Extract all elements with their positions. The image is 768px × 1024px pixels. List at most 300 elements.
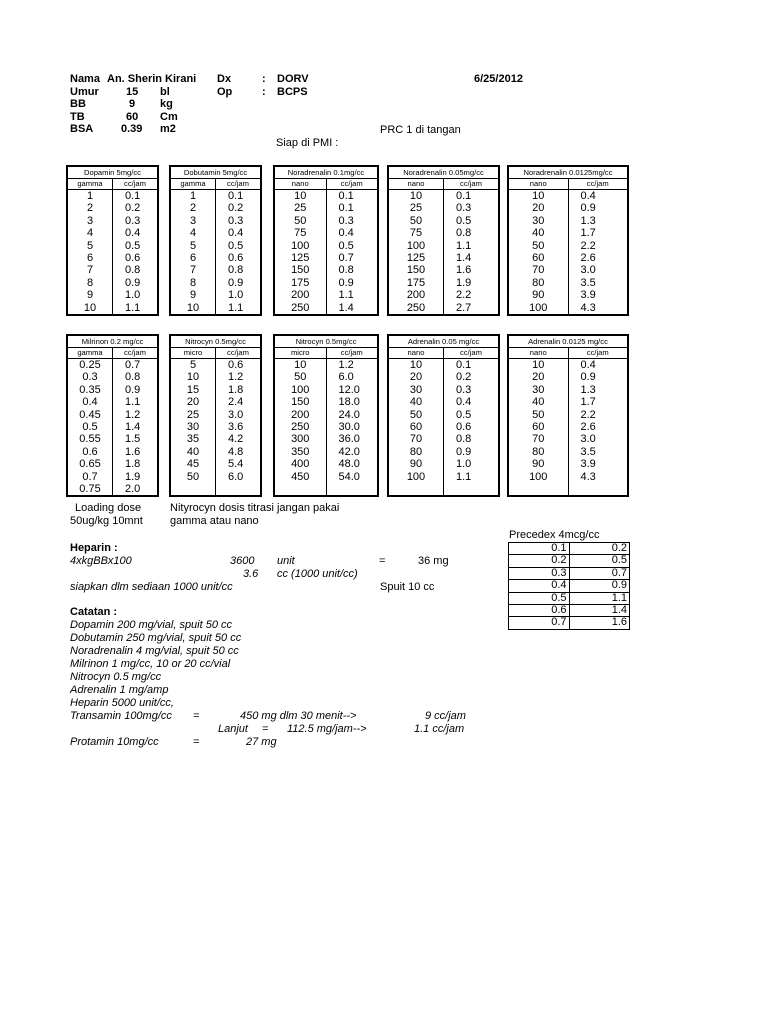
table-cell: 9 — [67, 289, 113, 301]
table-cell: 0.9 — [113, 277, 159, 289]
table-row — [388, 252, 499, 264]
table-cell: 1.7 — [568, 227, 628, 239]
table-cell: 7 — [170, 264, 216, 276]
table-row — [67, 289, 158, 301]
table-cell: 70 — [508, 264, 568, 276]
table-row — [170, 252, 261, 264]
table-row — [274, 289, 378, 301]
table-cell: 30 — [170, 421, 216, 433]
table-row — [388, 227, 499, 239]
table-cell: 150 — [388, 264, 444, 276]
table-row — [67, 471, 158, 483]
table-row — [170, 289, 261, 301]
table-cell: 48.0 — [326, 458, 378, 470]
table-cell: 0.9 — [568, 371, 628, 383]
table-cell: 30 — [508, 384, 568, 396]
table-cell: 60 — [508, 252, 568, 264]
table-row — [274, 421, 378, 433]
table-cell: 6 — [170, 252, 216, 264]
table-title: Nitrocyn 0.5mg/cc — [274, 335, 378, 348]
table-row — [274, 458, 378, 470]
table-row — [274, 277, 378, 289]
table-title: Nitrocyn 0.5mg/cc — [170, 335, 261, 348]
column-header: nano — [274, 179, 326, 190]
table-cell: 1.1 — [444, 471, 500, 483]
table-cell: 0.8 — [326, 264, 378, 276]
table-cell: 250 — [274, 302, 326, 315]
table-cell: 0.9 — [569, 580, 630, 592]
table-cell: 0.9 — [216, 277, 262, 289]
table-cell: 10 — [274, 190, 326, 203]
table-cell: 25 — [388, 202, 444, 214]
precedex-table — [508, 542, 630, 630]
table-row — [274, 252, 378, 264]
table-cell: 3 — [170, 215, 216, 227]
table-title: Adrenalin 0.05 mg/cc — [388, 335, 499, 348]
table-cell — [388, 483, 444, 496]
table-cell: 1.9 — [113, 471, 159, 483]
table-cell — [568, 483, 628, 496]
table-cell: 0.35 — [67, 384, 113, 396]
column-header: nano — [508, 348, 568, 359]
table-row — [388, 240, 499, 252]
table-cell: 2.2 — [444, 289, 500, 301]
table-row — [67, 252, 158, 264]
table-cell: 2.2 — [568, 409, 628, 421]
bsa-label: BSA — [70, 123, 94, 135]
dosage-table — [273, 334, 379, 497]
table-row — [274, 227, 378, 239]
protamin-eq: = — [193, 736, 200, 748]
table-cell: 0.7 — [509, 617, 570, 629]
table-cell: 0.8 — [113, 371, 159, 383]
dosage-table — [387, 334, 500, 497]
column-header: cc/jam — [444, 179, 500, 190]
table-cell: 1.0 — [216, 289, 262, 301]
list-item: Dopamin 200 mg/vial, spuit 50 cc — [70, 619, 233, 631]
table-cell: 30 — [508, 215, 568, 227]
table-row — [170, 202, 261, 214]
table-row — [388, 359, 499, 372]
table-cell: 1.7 — [568, 396, 628, 408]
transamin-dose: 450 mg dlm 30 menit--> — [240, 710, 357, 722]
table-row — [508, 371, 628, 383]
table-cell: 1.1 — [569, 592, 630, 604]
table-cell: 0.2 — [216, 202, 262, 214]
table-cell — [274, 483, 326, 496]
table-cell: 1.1 — [113, 396, 159, 408]
table-cell — [508, 483, 568, 496]
table-cell: 0.5 — [569, 555, 630, 567]
table-row — [67, 396, 158, 408]
table-cell: 50 — [388, 215, 444, 227]
table-cell: 10 — [388, 190, 444, 203]
table-cell: 0.1 — [444, 359, 500, 372]
table-cell: 0.6 — [67, 446, 113, 458]
table-row — [67, 302, 158, 315]
table-row — [509, 580, 630, 592]
list-item: Dobutamin 250 mg/vial, spuit 50 cc — [70, 632, 242, 644]
table-cell: 0.2 — [444, 371, 500, 383]
table-cell: 100 — [508, 302, 568, 315]
table-cell: 70 — [508, 433, 568, 445]
table-cell: 5 — [170, 240, 216, 252]
column-header: cc/jam — [216, 179, 262, 190]
bb-label: BB — [70, 98, 86, 110]
table-cell: 0.3 — [509, 567, 570, 579]
table-cell: 2.6 — [568, 421, 628, 433]
table-row — [508, 240, 628, 252]
table-row — [274, 215, 378, 227]
table-cell: 0.9 — [113, 384, 159, 396]
table-cell: 25 — [274, 202, 326, 214]
nitrocyn-note-1: Nityrocyn dosis titrasi jangan pakai — [170, 502, 340, 514]
dosage-table — [66, 334, 159, 497]
table-row — [508, 433, 628, 445]
table-cell: 70 — [388, 433, 444, 445]
table-row — [274, 384, 378, 396]
table-cell: 7 — [67, 264, 113, 276]
table-row — [388, 421, 499, 433]
table-row — [508, 302, 628, 315]
table-row — [508, 409, 628, 421]
table-cell: 60 — [508, 421, 568, 433]
table-cell: 1.3 — [568, 215, 628, 227]
table-row — [274, 302, 378, 315]
table-row — [388, 277, 499, 289]
list-item: Adrenalin 1 mg/amp — [70, 684, 169, 696]
table-row — [388, 264, 499, 276]
tb-label: TB — [70, 111, 85, 123]
column-header: nano — [388, 179, 444, 190]
nama-value: An. Sherin Kirani — [107, 73, 197, 85]
column-header: micro — [274, 348, 326, 359]
table-cell: 0.4 — [216, 227, 262, 239]
table-cell: 100 — [508, 471, 568, 483]
table-cell: 80 — [508, 277, 568, 289]
heparin-mg: 36 mg — [418, 555, 449, 567]
table-cell: 3.5 — [568, 446, 628, 458]
table-cell: 0.7 — [326, 252, 378, 264]
table-row — [508, 227, 628, 239]
table-cell: 300 — [274, 433, 326, 445]
table-title: Adrenalin 0.0125 mg/cc — [508, 335, 628, 348]
table-cell: 150 — [274, 396, 326, 408]
table-row — [508, 483, 628, 496]
heparin-spuit: Spuit 10 cc — [380, 581, 435, 593]
table-row — [274, 396, 378, 408]
table-cell: 100 — [388, 471, 444, 483]
lanjut-rate: 1.1 cc/jam — [414, 723, 465, 735]
table-cell: 175 — [274, 277, 326, 289]
table-cell: 1.1 — [113, 302, 159, 315]
table-cell: 50 — [170, 471, 216, 483]
table-cell: 0.7 — [113, 359, 159, 372]
table-row — [67, 190, 158, 203]
table-cell: 0.4 — [444, 396, 500, 408]
op-label: Op — [217, 86, 233, 98]
table-cell: 30.0 — [326, 421, 378, 433]
table-row — [388, 446, 499, 458]
loading-dose-value: 50ug/kg 10mnt — [70, 515, 143, 527]
table-cell: 0.6 — [444, 421, 500, 433]
table-cell: 10 — [67, 302, 113, 315]
table-row — [274, 433, 378, 445]
column-header: cc/jam — [568, 179, 628, 190]
table-row — [67, 202, 158, 214]
heparin-formula: 4xkgBBx100 — [70, 555, 132, 567]
table-cell: 0.3 — [444, 202, 500, 214]
table-cell: 5.4 — [216, 458, 262, 470]
table-cell: 1.9 — [444, 277, 500, 289]
table-cell: 0.2 — [569, 543, 630, 555]
table-cell: 1 — [170, 190, 216, 203]
table-cell: 0.5 — [67, 421, 113, 433]
table-row — [508, 421, 628, 433]
protamin-dose: 27 mg — [246, 736, 277, 748]
table-row — [170, 421, 261, 433]
op-value: BCPS — [277, 86, 308, 98]
table-cell: 5 — [170, 359, 216, 372]
list-item: Nitrocyn 0.5 mg/cc — [70, 671, 162, 683]
table-row — [170, 302, 261, 315]
table-row — [508, 396, 628, 408]
table-cell — [170, 483, 216, 496]
table-row — [274, 240, 378, 252]
table-cell: 12.0 — [326, 384, 378, 396]
table-cell: 9 — [170, 289, 216, 301]
table-cell: 250 — [388, 302, 444, 315]
table-cell: 20 — [170, 396, 216, 408]
table-row — [508, 458, 628, 470]
table-cell: 0.45 — [67, 409, 113, 421]
table-row — [509, 555, 630, 567]
table-cell: 0.4 — [326, 227, 378, 239]
table-title: Noradrenalin 0.05mg/cc — [388, 166, 499, 179]
table-cell: 50 — [388, 409, 444, 421]
dosage-table — [387, 165, 500, 316]
column-header: gamma — [170, 179, 216, 190]
table-cell: 0.8 — [444, 227, 500, 239]
table-row — [274, 483, 378, 496]
lanjut-eq: = — [262, 723, 269, 735]
table-row — [67, 421, 158, 433]
table-cell: 5 — [67, 240, 113, 252]
column-header: nano — [508, 179, 568, 190]
table-cell: 10 — [274, 359, 326, 372]
table-row — [274, 359, 378, 372]
table-cell: 8 — [67, 277, 113, 289]
precedex-title: Precedex 4mcg/cc — [509, 529, 600, 541]
table-row — [274, 471, 378, 483]
table-cell: 0.3 — [444, 384, 500, 396]
table-cell: 50 — [274, 215, 326, 227]
nama-label: Nama — [70, 73, 100, 85]
lanjut-dose: 112.5 mg/jam--> — [287, 723, 367, 735]
tb-unit: Cm — [160, 111, 178, 123]
table-cell: 42.0 — [326, 446, 378, 458]
table-cell: 0.1 — [326, 202, 378, 214]
nitrocyn-note-2: gamma atau nano — [170, 515, 259, 527]
table-row — [67, 277, 158, 289]
table-cell: 0.5 — [509, 592, 570, 604]
table-cell: 10 — [508, 190, 568, 203]
table-row — [388, 433, 499, 445]
table-cell: 1.2 — [113, 409, 159, 421]
table-cell — [216, 483, 262, 496]
table-cell: 0.3 — [67, 371, 113, 383]
bb-unit: kg — [160, 98, 173, 110]
table-cell: 4 — [170, 227, 216, 239]
table-cell: 10 — [508, 359, 568, 372]
table-row — [509, 567, 630, 579]
table-cell — [326, 483, 378, 496]
bb-value: 9 — [129, 98, 136, 110]
table-row — [274, 409, 378, 421]
table-cell: 0.7 — [67, 471, 113, 483]
table-cell: 200 — [274, 289, 326, 301]
table-row — [388, 190, 499, 203]
dx-label: Dx — [217, 73, 232, 85]
table-row — [67, 409, 158, 421]
table-row — [170, 471, 261, 483]
loading-dose-label: Loading dose — [75, 502, 142, 514]
table-cell: 1.4 — [326, 302, 378, 315]
table-row — [170, 433, 261, 445]
table-cell: 25 — [170, 409, 216, 421]
table-row — [67, 446, 158, 458]
table-cell: 50 — [508, 409, 568, 421]
table-cell: 125 — [388, 252, 444, 264]
table-cell: 0.3 — [216, 215, 262, 227]
table-cell: 0.25 — [67, 359, 113, 372]
table-cell: 450 — [274, 471, 326, 483]
table-cell: 2.7 — [444, 302, 500, 315]
table-cell: 0.9 — [326, 277, 378, 289]
dx-value: DORV — [277, 73, 309, 85]
table-title: Noradrenalin 0.1mg/cc — [274, 166, 378, 179]
table-row — [508, 471, 628, 483]
transamin-eq: = — [193, 710, 200, 722]
table-cell: 0.5 — [326, 240, 378, 252]
table-cell: 4.3 — [568, 471, 628, 483]
table-cell: 0.1 — [113, 190, 159, 203]
table-row — [388, 396, 499, 408]
table-cell: 3.5 — [568, 277, 628, 289]
table-row — [170, 277, 261, 289]
table-cell: 10 — [170, 371, 216, 383]
table-cell: 4.8 — [216, 446, 262, 458]
table-cell: 36.0 — [326, 433, 378, 445]
column-header: nano — [388, 348, 444, 359]
table-row — [170, 227, 261, 239]
table-cell: 1.0 — [444, 458, 500, 470]
table-row — [170, 215, 261, 227]
table-cell: 150 — [274, 264, 326, 276]
op-sep: : — [262, 86, 266, 98]
bsa-value: 0.39 — [121, 123, 143, 135]
table-cell: 0.6 — [216, 252, 262, 264]
table-row — [170, 409, 261, 421]
table-cell: 1.0 — [113, 289, 159, 301]
table-row — [67, 227, 158, 239]
table-cell: 400 — [274, 458, 326, 470]
table-cell: 6 — [67, 252, 113, 264]
table-cell: 8 — [170, 277, 216, 289]
table-cell: 3.9 — [568, 458, 628, 470]
table-cell: 15 — [170, 384, 216, 396]
table-cell: 1.6 — [444, 264, 500, 276]
table-cell: 0.2 — [509, 555, 570, 567]
table-row — [274, 371, 378, 383]
list-item: Heparin 5000 unit/cc, — [70, 697, 174, 709]
column-header: micro — [170, 348, 216, 359]
umur-unit: bl — [160, 86, 170, 98]
table-row — [508, 264, 628, 276]
dosage-table — [169, 165, 262, 316]
column-header: gamma — [67, 179, 113, 190]
table-row — [170, 371, 261, 383]
column-header: cc/jam — [568, 348, 628, 359]
table-row — [509, 617, 630, 629]
table-row — [508, 359, 628, 372]
table-cell: 2.0 — [113, 483, 159, 496]
table-row — [67, 483, 158, 496]
table-title: Noradrenalin 0.0125mg/cc — [508, 166, 628, 179]
table-cell: 6.0 — [326, 371, 378, 383]
table-row — [388, 458, 499, 470]
table-row — [388, 371, 499, 383]
table-cell: 35 — [170, 433, 216, 445]
heparin-cc-value: 3.6 — [243, 568, 259, 580]
table-cell: 2 — [67, 202, 113, 214]
heparin-cc-label: cc (1000 unit/cc) — [277, 568, 358, 580]
table-cell: 40 — [388, 396, 444, 408]
table-row — [508, 384, 628, 396]
dosage-table — [66, 165, 159, 316]
table-cell: 80 — [388, 446, 444, 458]
table-cell: 30 — [388, 384, 444, 396]
prc-note: PRC 1 di tangan — [380, 124, 461, 136]
table-row — [508, 202, 628, 214]
table-cell: 1.1 — [216, 302, 262, 315]
table-cell: 18.0 — [326, 396, 378, 408]
table-cell: 0.6 — [216, 359, 262, 372]
column-header: cc/jam — [113, 348, 159, 359]
table-cell: 50 — [274, 371, 326, 383]
table-cell: 200 — [274, 409, 326, 421]
dosage-table — [507, 165, 629, 316]
table-row — [67, 359, 158, 372]
table-cell: 1.4 — [113, 421, 159, 433]
dosage-table — [273, 165, 379, 316]
table-cell: 60 — [388, 421, 444, 433]
table-row — [509, 605, 630, 617]
table-row — [508, 446, 628, 458]
table-cell: 0.1 — [326, 190, 378, 203]
table-row — [170, 446, 261, 458]
table-row — [67, 371, 158, 383]
table-cell: 0.5 — [444, 409, 500, 421]
list-item: Noradrenalin 4 mg/vial, spuit 50 cc — [70, 645, 239, 657]
table-row — [509, 543, 630, 555]
table-cell: 90 — [508, 458, 568, 470]
table-cell: 0.4 — [113, 227, 159, 239]
table-cell: 0.65 — [67, 458, 113, 470]
column-header: cc/jam — [326, 348, 378, 359]
column-header: cc/jam — [326, 179, 378, 190]
table-cell: 100 — [388, 240, 444, 252]
